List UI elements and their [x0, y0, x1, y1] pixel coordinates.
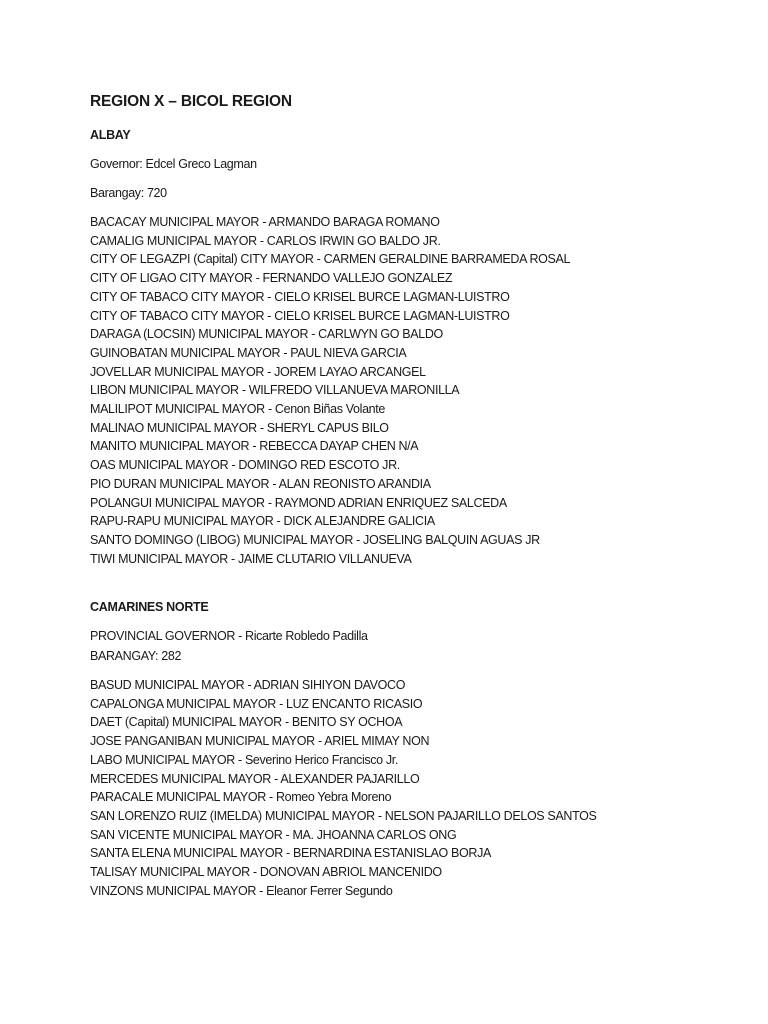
list-item: RAPU-RAPU MUNICIPAL MAYOR - DICK ALEJANDRE GALICIA — [90, 514, 435, 529]
list-item: CAPALONGA MUNICIPAL MAYOR - LUZ ENCANTO RICASIO — [90, 696, 423, 711]
list-item: CITY OF LEGAZPI (Capital) CITY MAYOR - CARMEN GERALDINE BARRAMEDA ROSAL — [90, 252, 571, 267]
list-item: LIBON MUNICIPAL MAYOR - WILFREDO VILLANUEVA MARONILLA — [90, 383, 460, 398]
list-item: BASUD MUNICIPAL MAYOR - ADRIAN SIHIYON DAVOCO — [90, 678, 406, 692]
albay-barangay: Barangay: 720 — [90, 186, 167, 200]
camarines-norte-mayor-list — [90, 676, 597, 900]
list-item: PIO DURAN MUNICIPAL MAYOR - ALAN REONISTO ARANDIA — [90, 476, 431, 491]
list-item: MANITO MUNICIPAL MAYOR - REBECCA DAYAP CHEN N/A — [90, 439, 419, 454]
camarines-norte-barangay: BARANGAY: 282 — [90, 649, 182, 663]
list-item: GUINOBATAN MUNICIPAL MAYOR - PAUL NIEVA GARCIA — [90, 345, 407, 360]
list-item: TIWI MUNICIPAL MAYOR - JAIME CLUTARIO VILLANUEVA — [90, 551, 412, 566]
list-item: POLANGUI MUNICIPAL MAYOR - RAYMOND ADRIAN ENRIQUEZ SALCEDA — [90, 495, 507, 510]
list-item: BACACAY MUNICIPAL MAYOR - ARMANDO BARAGA ROMANO — [90, 215, 440, 229]
list-item: CAMALIG MUNICIPAL MAYOR - CARLOS IRWIN GO BALDO JR. — [90, 233, 441, 248]
list-item: JOSE PANGANIBAN MUNICIPAL MAYOR - ARIEL MIMAY NON — [90, 734, 430, 749]
albay-title: ALBAY — [90, 128, 131, 142]
list-item: CITY OF LIGAO CITY MAYOR - FERNANDO VALLEJO GONZALEZ — [90, 271, 453, 286]
camarines-norte-governor: PROVINCIAL GOVERNOR - Ricarte Robledo Padilla — [90, 629, 368, 643]
list-item: SANTO DOMINGO (LIBOG) MUNICIPAL MAYOR - JOSELING BALQUIN AGUAS JR — [90, 532, 540, 547]
list-item: CITY OF TABACO CITY MAYOR - CIELO KRISEL BURCE LAGMAN-LUISTRO — [90, 289, 510, 304]
list-item: PARACALE MUNICIPAL MAYOR - Romeo Yebra Moreno — [90, 790, 392, 805]
list-item: LABO MUNICIPAL MAYOR - Severino Herico Francisco Jr. — [90, 752, 399, 767]
list-item: JOVELLAR MUNICIPAL MAYOR - JOREM LAYAO ARCANGEL — [90, 364, 426, 379]
list-item: DAET (Capital) MUNICIPAL MAYOR - BENITO SY OCHOA — [90, 715, 403, 730]
list-item: SAN LORENZO RUIZ (IMELDA) MUNICIPAL MAYOR - NELSON PAJARILLO DELOS SANTOS — [90, 808, 597, 823]
list-item: MERCEDES MUNICIPAL MAYOR - ALEXANDER PAJARILLO — [90, 771, 420, 786]
region-title: REGION X – BICOL REGION — [90, 93, 292, 110]
list-item: SANTA ELENA MUNICIPAL MAYOR - BERNARDINA ESTANISLAO BORJA — [90, 846, 491, 861]
albay-governor: Governor: Edcel Greco Lagman — [90, 157, 257, 171]
list-item: VINZONS MUNICIPAL MAYOR - Eleanor Ferrer Segundo — [90, 883, 393, 898]
list-item: SAN VICENTE MUNICIPAL MAYOR - MA. JHOANNA CARLOS ONG — [90, 827, 457, 842]
albay-mayor-list — [90, 213, 570, 568]
list-item: TALISAY MUNICIPAL MAYOR - DONOVAN ABRIOL MANCENIDO — [90, 865, 442, 880]
list-item: DARAGA (LOCSIN) MUNICIPAL MAYOR - CARLWYN GO BALDO — [90, 327, 443, 342]
list-item: MALINAO MUNICIPAL MAYOR - SHERYL CAPUS BILO — [90, 420, 389, 435]
list-item: CITY OF TABACO CITY MAYOR - CIELO KRISEL BURCE LAGMAN-LUISTRO — [90, 308, 510, 323]
list-item: OAS MUNICIPAL MAYOR - DOMINGO RED ESCOTO JR. — [90, 458, 400, 473]
list-item: MALILIPOT MUNICIPAL MAYOR - Cenon Biñas Volante — [90, 402, 386, 417]
camarines-norte-title: CAMARINES NORTE — [90, 600, 209, 614]
